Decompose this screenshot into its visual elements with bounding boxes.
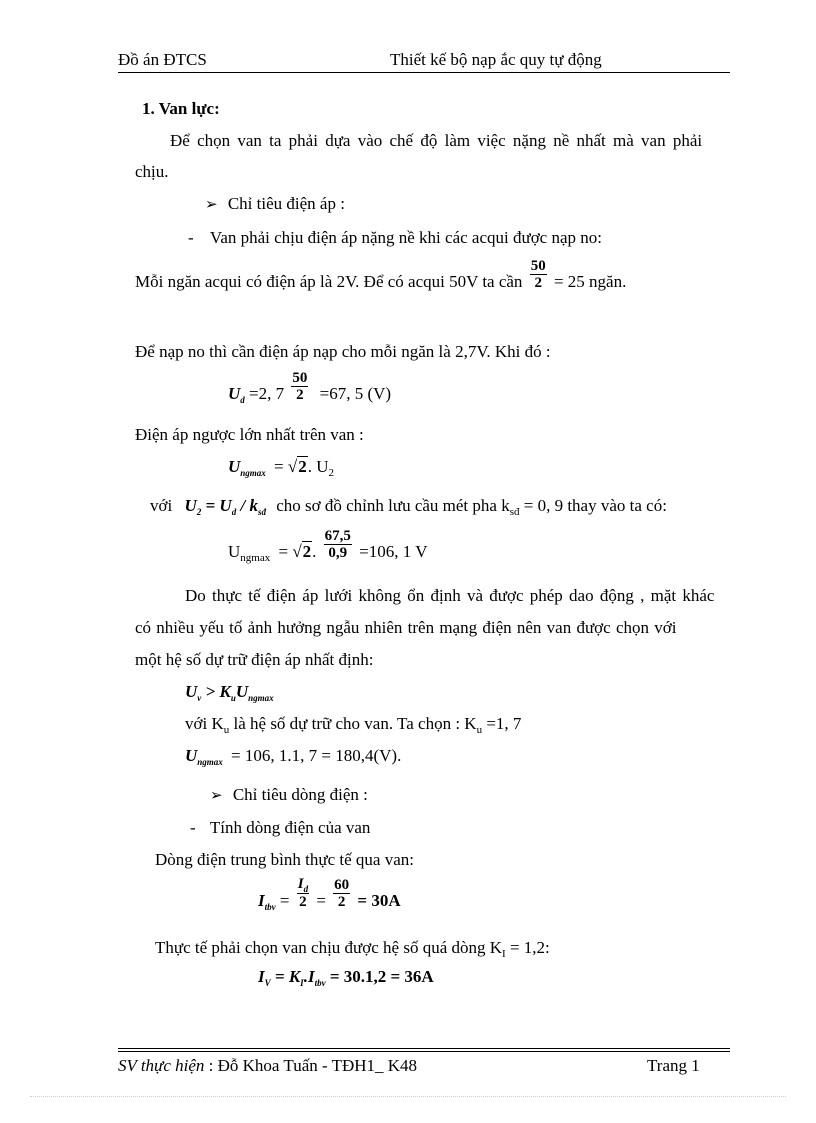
ku-line: với $K_u$ là hệ số dự trữ cho van. Ta chọn : $K_u =1$, 7 [185,714,522,736]
dash-icon: - [188,228,194,247]
fraction-50-2: $\frac{50}{2}$ [530,258,546,291]
cell-count-line: Mỗi ngăn acqui có điện áp là 2V. Để có acqui 50V ta cần $\frac{50}{2}$ = 25 ngăn. [135,258,627,292]
fraction-60-2: $\frac{60}{2}$ [334,876,350,910]
page-edge-divider [30,1096,786,1097]
bullet-current: ➢ Chỉ tiêu dòng điện : [210,785,368,804]
footer-rule [118,1051,730,1052]
arrow-bullet-icon: ➢ [205,197,218,213]
formula-iv: $I_V = K_I.I_{tbv} = 30.1,2 = 36A$ [258,967,434,988]
dash-item: - Tính dòng điện của van [190,818,371,837]
paragraph-line: chịu. [135,162,169,181]
paragraph-line: Điện áp ngược lớn nhất trên van : [135,425,364,444]
paragraph-line: Dòng điện trung bình thực tế qua van: [155,850,414,869]
paragraph-line: một hệ số dự trữ điện áp nhất định: [135,650,374,669]
bullet-voltage: ➢ Chỉ tiêu điện áp : [205,194,345,213]
formula-ungmax-value: $U_{ngmax} = √2$. $\frac{67,5}{0,9}$ =106, 1 V [228,528,428,565]
footer-rule [118,1048,730,1049]
sqrt-icon: √ [292,542,302,562]
ki-line: Thực tế phải chọn van chịu được hệ số quá dòng $K_I = 1,2$: [155,938,550,960]
formula-u2-line: với $U_2 = U_d / k_{sđ}$ cho sơ đồ chỉnh lưu cầu mét pha $k_{sđ} = 0$, 9 thay vào ta có: [150,496,667,518]
page-number: Trang 1 [647,1056,700,1075]
header-right: Thiết kế bộ nạp ắc quy tự động [390,50,602,69]
dash-item: - Van phải chịu điện áp nặng nề khi các acqui được nạp no: [188,228,602,247]
arrow-bullet-icon: ➢ [210,788,223,804]
header-rule [118,72,730,73]
formula-uv: $U_v > K_uU_{ngmax}$ [185,682,274,703]
paragraph-line: Để chọn van ta phải dựa vào chế độ làm việc nặng nề nhất mà van phải [170,131,703,150]
dash-icon: - [190,818,196,837]
formula-ungmax: $U_{ngmax} = √2$. $U_2$ [228,457,335,479]
paragraph-line: có nhiều yếu tố ảnh hưởng ngẫu nhiên trên mạng điện nên van được chọn với [135,618,677,637]
formula-ungmax-final: $U_{ngmax} = 106$, 1.1, 7 = 180,4(V). [185,746,402,767]
section-title: 1. Van lực: [142,99,220,118]
sqrt-icon: √ [287,457,298,476]
paragraph-line: Để nạp no thì cần điện áp nạp cho mỗi ngăn là 2,7V. Khi đó : [135,342,551,361]
footer-left: SV thực hiện : Đỗ Khoa Tuấn - TĐH1_ K48 [118,1056,418,1075]
paragraph-line: Do thực tế điện áp lưới không ổn định và được phép dao động , mặt khác [185,586,715,605]
formula-ud: $U_d =2$, 7 $\frac{50}{2}$ =67, 5 (V) [228,370,392,406]
fraction-id-2: $\frac{I_d}{2}$ [297,876,309,910]
fraction-50-2: $\frac{50}{2}$ [292,370,308,403]
formula-itbv: $I_{tbv}$ = $\frac{I_d}{2}$ = $\frac{60}{2}$ = 30A [258,876,401,912]
fraction-675-09: $\frac{67,5}{0,9}$ [324,528,351,561]
header-left: Đồ án ĐTCS [118,50,207,69]
